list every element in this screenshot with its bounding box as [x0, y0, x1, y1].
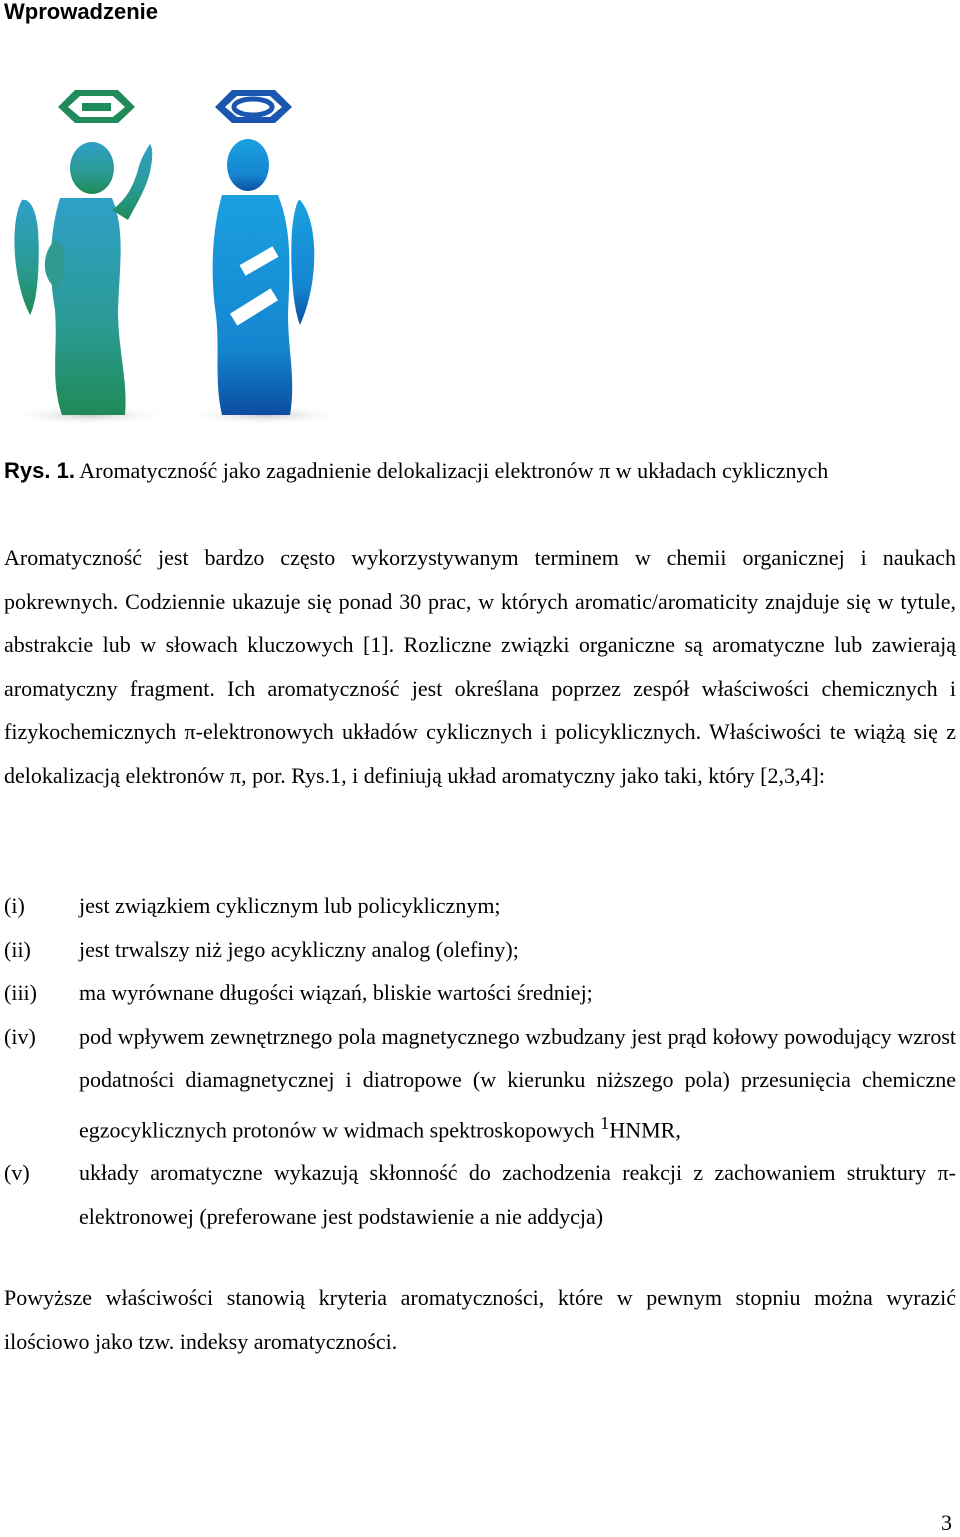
- superscript-one: 1: [600, 1112, 610, 1133]
- list-item-text-after: HNMR,: [609, 1116, 681, 1142]
- list-item-text: ma wyrównane długości wiązań, bliskie wartości średniej;: [79, 980, 593, 1005]
- list-marker: (iv): [4, 1023, 36, 1049]
- paragraph-intro: Aromatyczność jest bardzo często wykorzystywanym terminem w chemii organicznej i naukach pokrewnych. Codziennie ukazuje się ponad 30 prac, w których aromatic/aromaticity znajduje się w tytule, abstrakcie lub w słowach kluczowych [1]. Rozliczne związki organiczne są aromatyczne lub zawierają aromatyczny fragment. Ich aromatyczność jest określana poprzez zespół właściwości chemicznych i fizykochemicznych π-elektronowych układów cyklicznych i policyklicznych. Właściwości te wiążą się z delokalizacją elektronów π, por. Rys.1, i definiują układ aromatyczny jako taki, który [2,3,4]:: [4, 545, 956, 788]
- list-item-text: jest związkiem cyklicznym lub policyklicznym;: [79, 893, 501, 918]
- angels-illustration-svg: [0, 80, 400, 430]
- list-item: [4, 1151, 956, 1238]
- list-marker: (i): [4, 893, 25, 918]
- list-item: [4, 971, 956, 1015]
- figure-angels-illustration: [0, 80, 400, 430]
- caption-label: Rys. 1.: [4, 458, 75, 483]
- right-halo-benzene-icon: [215, 90, 292, 123]
- right-angel-figure: [213, 139, 315, 415]
- list-item-text-before: pod wpływem zewnętrznego pola magnetycznego wzbudzany jest prąd kołowy powodujący wzrost podatności diamagnetycznej i diatropowe (w kierunku niższego pola) przesunięcia chemiczne egzocyklicznych protonów w widmach spektroskopowych: [79, 1023, 956, 1142]
- figure-caption: [4, 455, 956, 487]
- list-marker: (v): [4, 1160, 30, 1186]
- properties-list: [4, 884, 956, 1238]
- list-marker: (ii): [4, 936, 31, 962]
- left-halo-benzene-icon: [58, 90, 135, 123]
- list-item-text: [79, 1015, 956, 1152]
- list-item: [4, 1015, 956, 1152]
- list-item: [4, 884, 956, 928]
- paragraph-conclusion: Powyższe właściwości stanowią kryteria aromatyczności, które w pewnym stopniu można wyrazić ilościowo jako tzw. indeksy aromatyczności.: [4, 1285, 956, 1354]
- page-number: 3: [941, 1510, 952, 1535]
- list-item: [4, 928, 956, 972]
- list-marker: (iii): [4, 980, 37, 1005]
- list-item-text: układy aromatyczne wykazują skłonność do zachodzenia reakcji z zachowaniem struktury π-elektronowej (preferowane jest podstawienie a nie addycja): [79, 1160, 956, 1229]
- left-angel-figure: [14, 142, 152, 415]
- list-item-text: jest trwalszy niż jego acykliczny analog (olefiny);: [79, 936, 519, 962]
- section-heading: Wprowadzenie: [4, 0, 159, 24]
- caption-text: Aromatyczność jako zagadnienie delokalizacji elektronów π w układach cyklicznych: [79, 458, 829, 483]
